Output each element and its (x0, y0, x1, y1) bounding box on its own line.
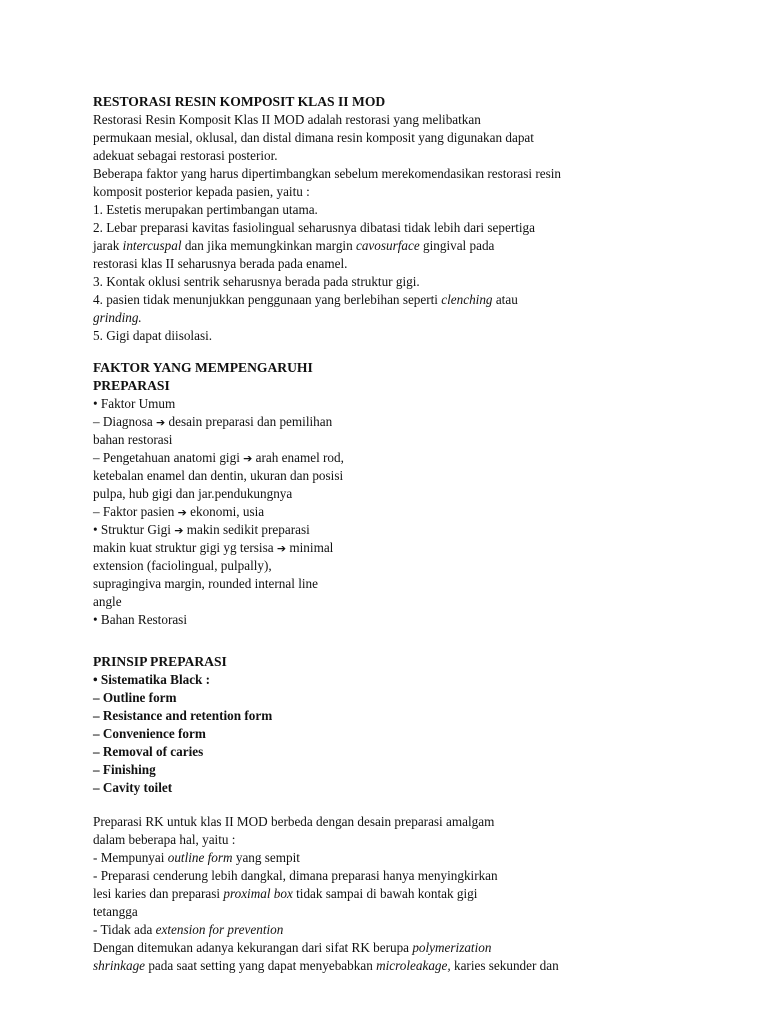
text-line: 3. Kontak oklusi sentrik seharusnya berada pada struktur gigi. (93, 274, 420, 289)
text-line: Preparasi RK untuk klas II MOD berbeda dengan desain preparasi amalgam (93, 814, 495, 829)
text-line: • Faktor Umum (93, 396, 176, 411)
text-line: lesi karies dan preparasi proximal box tidak sampai di bawah kontak gigi (93, 886, 478, 901)
section-prinsip (93, 653, 272, 797)
text-line: supragingiva margin, rounded internal line (93, 576, 318, 591)
text-line: Beberapa faktor yang harus dipertimbangkan sebelum merekomendasikan restorasi resin (93, 166, 561, 181)
section-title: PRINSIP PREPARASI (93, 654, 227, 669)
text-line: tetangga (93, 904, 138, 919)
text-line: angle (93, 594, 122, 609)
text-line: permukaan mesial, oklusal, dan distal dimana resin komposit yang digunakan dapat (93, 130, 534, 145)
arrow-icon: ➔ (156, 416, 166, 429)
text-line: – Diagnosa ➔ desain preparasi dan pemilihan (93, 414, 333, 429)
list-item: – Outline form (93, 690, 177, 705)
text-line: 1. Estetis merupakan pertimbangan utama. (93, 202, 318, 217)
section-preparasi-rk (93, 813, 559, 975)
text-line: • Struktur Gigi ➔ makin sedikit preparasi (93, 522, 310, 537)
list-item: – Cavity toilet (93, 780, 173, 795)
text-line: makin kuat struktur gigi yg tersisa ➔ minimal (93, 540, 334, 555)
text-line: jarak intercuspal dan jika memungkinkan margin cavosurface gingival pada (93, 238, 495, 253)
text-line: Dengan ditemukan adanya kekurangan dari sifat RK berupa polymerization (93, 940, 492, 955)
text-line: - Tidak ada extension for prevention (93, 922, 284, 937)
section-restorasi (93, 93, 561, 345)
section-title: FAKTOR YANG MEMPENGARUHI (93, 360, 313, 375)
text-line: shrinkage pada saat setting yang dapat menyebabkan microleakage, karies sekunder dan (93, 958, 559, 973)
section-title: PREPARASI (93, 378, 170, 393)
text-line: komposit posterior kepada pasien, yaitu : (93, 184, 310, 199)
text-line: Restorasi Resin Komposit Klas II MOD adalah restorasi yang melibatkan (93, 112, 481, 127)
text-line: pulpa, hub gigi dan jar.pendukungnya (93, 486, 293, 501)
text-line: 5. Gigi dapat diisolasi. (93, 328, 213, 343)
section-faktor (93, 359, 344, 629)
list-item: – Convenience form (93, 726, 206, 741)
text-line: – Faktor pasien ➔ ekonomi, usia (93, 504, 265, 519)
text-line: 2. Lebar preparasi kavitas fasiolingual seharusnya dibatasi tidak lebih dari sepertiga (93, 220, 535, 235)
text-line: extension (faciolingual, pulpally), (93, 558, 272, 573)
arrow-icon: ➔ (177, 506, 187, 519)
arrow-icon: ➔ (276, 542, 287, 555)
text-line: 4. pasien tidak menunjukkan penggunaan yang berlebihan seperti clenching atau (93, 292, 518, 307)
text-line: restorasi klas II seharusnya berada pada enamel. (93, 256, 348, 271)
list-item: – Finishing (93, 762, 156, 777)
text-line: - Preparasi cenderung lebih dangkal, dimana preparasi hanya menyingkirkan (93, 868, 498, 883)
text-line: grinding. (93, 310, 142, 325)
text-line: bahan restorasi (93, 432, 173, 447)
arrow-icon: ➔ (174, 524, 184, 537)
list-item: – Resistance and retention form (93, 708, 273, 723)
list-item: – Removal of caries (93, 744, 204, 759)
section-title: RESTORASI RESIN KOMPOSIT KLAS II MOD (93, 94, 386, 109)
list-item: • Sistematika Black : (93, 672, 211, 687)
text-line: – Pengetahuan anatomi gigi ➔ arah enamel rod, (93, 450, 344, 465)
text-line: adekuat sebagai restorasi posterior. (93, 148, 278, 163)
text-line: dalam beberapa hal, yaitu : (93, 832, 236, 847)
arrow-icon: ➔ (243, 452, 253, 465)
text-line: • Bahan Restorasi (93, 612, 187, 627)
text-line: ketebalan enamel dan dentin, ukuran dan posisi (93, 468, 344, 483)
text-line: - Mempunyai outline form yang sempit (93, 850, 300, 865)
